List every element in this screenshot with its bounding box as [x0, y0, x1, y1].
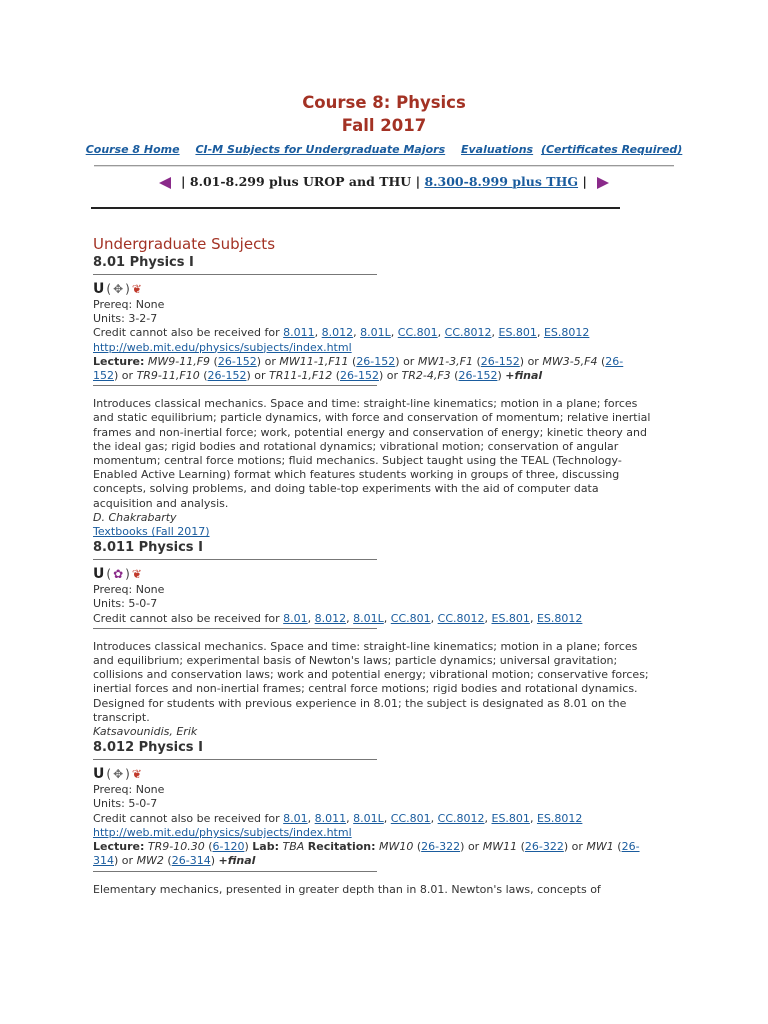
previous-arrow-icon[interactable]: [159, 177, 171, 189]
credit-link[interactable]: CC.8012: [437, 811, 485, 825]
subject-divider: [93, 759, 377, 760]
fall-term-icon: ✥: [113, 767, 124, 782]
room-link[interactable]: 314: [93, 854, 114, 868]
room-link[interactable]: 26-: [621, 840, 640, 854]
subject-title: 8.011 Physics I: [93, 540, 203, 556]
ci-m-subjects-link[interactable]: CI-M Subjects for Undergraduate Majors: [195, 143, 446, 156]
instructor: Katsavounidis, Erik: [93, 725, 198, 739]
subject-title: 8.01 Physics I: [93, 255, 194, 270]
fall-term-icon: ✥: [113, 281, 124, 296]
credit-link[interactable]: 8.01: [283, 611, 308, 625]
schedule-divider: [93, 871, 377, 872]
certificates-required-link[interactable]: (Certificates Required): [540, 143, 683, 156]
evaluations-link[interactable]: Evaluations: [461, 143, 534, 156]
textbooks-link[interactable]: Textbooks (Fall 2017): [93, 525, 210, 539]
section-heading: Undergraduate Subjects: [93, 235, 276, 253]
room-link[interactable]: 152: [93, 369, 114, 383]
units: Units: 5-0-7: [93, 597, 158, 611]
current-range-label: | 8.01-8.299 plus UROP and THU |: [181, 174, 421, 189]
prereq: Prereq: None: [93, 583, 165, 597]
room-link[interactable]: 26-152: [480, 354, 520, 368]
subject-divider: [93, 274, 377, 275]
page-title-course: Course 8: Physics: [302, 93, 466, 112]
credit-link[interactable]: CC.801: [397, 326, 438, 340]
credit-link[interactable]: CC.8012: [437, 611, 485, 625]
spring-term-icon: ✿: [113, 567, 124, 582]
page-title-term: Fall 2017: [341, 116, 427, 135]
next-arrow-icon[interactable]: [597, 177, 609, 189]
credit-link[interactable]: ES.801: [498, 326, 537, 340]
undergrad-icon: U: [93, 280, 105, 297]
room-link[interactable]: 26-322: [524, 840, 564, 854]
room-link[interactable]: 26-152: [458, 369, 498, 383]
range-separator: |: [582, 174, 587, 189]
credit-link[interactable]: ES.8012: [543, 326, 590, 340]
room-link[interactable]: 26-152: [340, 369, 379, 383]
room-link[interactable]: 26-: [605, 354, 624, 368]
institute-requirement-icon: ❦: [131, 281, 142, 296]
credit-link[interactable]: 8.011: [283, 326, 315, 340]
institute-requirement-icon: ❦: [131, 567, 142, 582]
units: Units: 3-2-7: [93, 312, 158, 326]
credit-link[interactable]: 8.01: [283, 811, 308, 825]
subject-icons: U ( ✿ ) ❦: [93, 566, 142, 583]
subject-description: Introduces classical mechanics. Space and time: straight-line kinematics; motion in a plane; forces and static equilibrium; particle dynamics, with force and conservation of momentum; relative inertial frames and non-inertial force; work, potential energy and conservation of energy; kinetic theory and the ideal gas; rigid bodies and rotational dynamics; vibrational motion; conservation of angular momentum; central force motions; fluid mechanics. Subject taught using the TEAL (Technology- Enabled Active Learning) format which features students working in groups of three, discussing concepts, solving problems, and doing table-top experiments with the aid of computer data acquisition and analysis.: [93, 397, 651, 510]
course-home-link[interactable]: Course 8 Home: [85, 143, 180, 156]
range-nav: [0, 174, 768, 189]
credit-link[interactable]: CC.801: [390, 611, 431, 625]
credit-link[interactable]: CC.8012: [444, 326, 492, 340]
subject-url-link[interactable]: http://web.mit.edu/physics/subjects/index.html: [93, 340, 352, 354]
subject-listing: [93, 234, 678, 897]
room-link[interactable]: 26-152: [207, 369, 247, 383]
room-link[interactable]: 6-120: [212, 840, 245, 854]
range-divider: [91, 207, 620, 209]
credit-restriction: Credit cannot also be received for 8.01, 8.011, 8.01L, CC.801, CC.8012, ES.801, ES.8012: [93, 811, 583, 825]
credit-link[interactable]: 8.011: [314, 811, 347, 825]
room-link[interactable]: 26-322: [421, 840, 461, 854]
credit-link[interactable]: 8.01L: [360, 326, 391, 340]
credit-link[interactable]: ES.801: [491, 811, 530, 825]
subject-divider: [93, 559, 377, 560]
credit-link[interactable]: 8.01L: [353, 811, 384, 825]
undergrad-icon: U: [93, 766, 105, 783]
credit-link[interactable]: ES.801: [491, 611, 530, 625]
room-link[interactable]: 26-152: [217, 354, 257, 368]
credit-link[interactable]: ES.8012: [536, 811, 583, 825]
subject-description: Elementary mechanics, presented in greater depth than in 8.01. Newton's laws, concepts of: [93, 882, 601, 896]
subject-icons: U ( ✥ ) ❦: [93, 280, 142, 297]
prereq: Prereq: None: [93, 783, 165, 797]
credit-link[interactable]: 8.012: [321, 326, 354, 340]
header-divider: [94, 165, 674, 167]
subject-title: 8.012 Physics I: [93, 740, 203, 756]
institute-requirement-icon: ❦: [131, 767, 142, 782]
credit-link[interactable]: CC.801: [390, 811, 431, 825]
lecture-schedule: Lecture: TR9-10.30 (6-120) Lab: TBA Recitation: MW10 (26-322) or MW11 (26-322) or MW1 (26-: [93, 840, 640, 854]
credit-link[interactable]: 8.012: [314, 611, 347, 625]
subject-url-link[interactable]: http://web.mit.edu/physics/subjects/index.html: [93, 825, 352, 839]
range-8300-link[interactable]: 8.300-8.999 plus THG: [424, 174, 579, 189]
lecture-schedule-cont: 152) or TR9-11,F10 (26-152) or TR11-1,F12 (26-152) or TR2-4,F3 (26-152) +final: [93, 369, 543, 383]
schedule-divider: [93, 385, 377, 386]
subject-description: Introduces classical mechanics. Space and time: straight-line kinematics; motion in a plane; forces and equilibrium; experimental basis of Newton's laws; particle dynamics; universal gravitation; collisions and conservation laws; work and potential energy; vibrational motion; conservative forces; inertial forces and non-inertial frames; central force motions; rigid bodies and rotational dynamics. Designed for students with previous experience in 8.01; the subject is designated as 8.01 on the transcript.: [93, 639, 649, 724]
undergrad-icon: U: [93, 566, 105, 583]
credit-link[interactable]: ES.8012: [536, 611, 583, 625]
credit-restriction: Credit cannot also be received for 8.01, 8.012, 8.01L, CC.801, CC.8012, ES.801, ES.8012: [93, 611, 583, 625]
room-link[interactable]: 26-314: [171, 854, 211, 868]
prereq: Prereq: None: [93, 298, 165, 311]
lecture-schedule: Lecture: MW9-11,F9 (26-152) or MW11-1,F11 (26-152) or MW1-3,F1 (26-152) or MW3-5,F4 (26-: [93, 354, 624, 368]
subject-icons: U ( ✥ ) ❦: [93, 766, 142, 783]
credit-link[interactable]: 8.01L: [353, 611, 384, 625]
instructor: D. Chakrabarty: [93, 510, 177, 524]
top-nav: [0, 143, 768, 156]
lecture-schedule-cont: 314) or MW2 (26-314) +final: [93, 854, 256, 868]
units: Units: 5-0-7: [93, 797, 158, 811]
credit-restriction: Credit cannot also be received for 8.011, 8.012, 8.01L, CC.801, CC.8012, ES.801, ES.8012: [93, 326, 590, 340]
schedule-divider: [93, 628, 377, 629]
room-link[interactable]: 26-152: [356, 354, 396, 368]
